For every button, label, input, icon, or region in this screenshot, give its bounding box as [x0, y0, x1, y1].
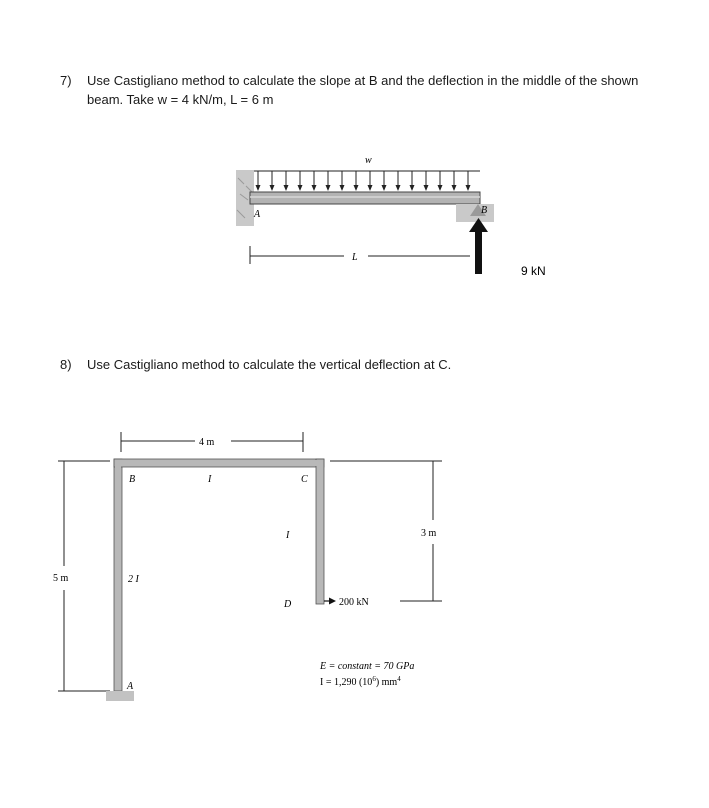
right-column-fill: [317, 460, 323, 603]
width-dim-label: 4 m: [199, 437, 215, 448]
left-member-inertia-label: 2 I: [128, 574, 139, 585]
top-beam-fill: [115, 460, 323, 466]
reaction-label: 9 kN: [521, 264, 546, 278]
load-label: 200 kN: [339, 597, 369, 608]
material-e-text: E = constant = 70 GPa: [320, 661, 415, 672]
problem-7-text-line-1: Use Castigliano method to calculate the slope at B and the deflection in the middle of the shown: [87, 73, 639, 88]
node-c-label: C: [301, 474, 308, 485]
material-i: [320, 675, 401, 688]
support-a-label: A: [254, 209, 261, 220]
problem-8-number: 8): [60, 357, 72, 372]
load-arrow-head: [329, 598, 336, 605]
support-b-label: B: [481, 205, 488, 216]
node-a-label: A: [127, 681, 134, 692]
fixed-base-a: [106, 691, 134, 701]
udl-load-label: w: [365, 155, 372, 166]
right-member-inertia-label: I: [286, 530, 290, 541]
material-i-unit: ) mm: [375, 677, 398, 688]
left-column-fill: [115, 460, 121, 690]
drop-dim-label: 3 m: [421, 528, 437, 539]
material-e: [319, 661, 414, 672]
material-i-exp: 6: [372, 675, 376, 683]
material-i-unit-exp: 4: [397, 675, 401, 683]
material-i-prefix: I = 1,290 (10: [320, 677, 373, 688]
problem-7-number: 7): [60, 73, 72, 88]
top-member-inertia-label: I: [208, 474, 212, 485]
problem-7-text-line-2: beam. Take w = 4 kN/m, L = 6 m: [87, 92, 274, 107]
height-dim-label: 5 m: [53, 573, 69, 584]
node-d-label: D: [284, 599, 292, 610]
span-label: L: [352, 252, 358, 263]
problem-8-text: Use Castigliano method to calculate the vertical deflection at C.: [87, 357, 452, 372]
node-b-label: B: [129, 474, 136, 485]
